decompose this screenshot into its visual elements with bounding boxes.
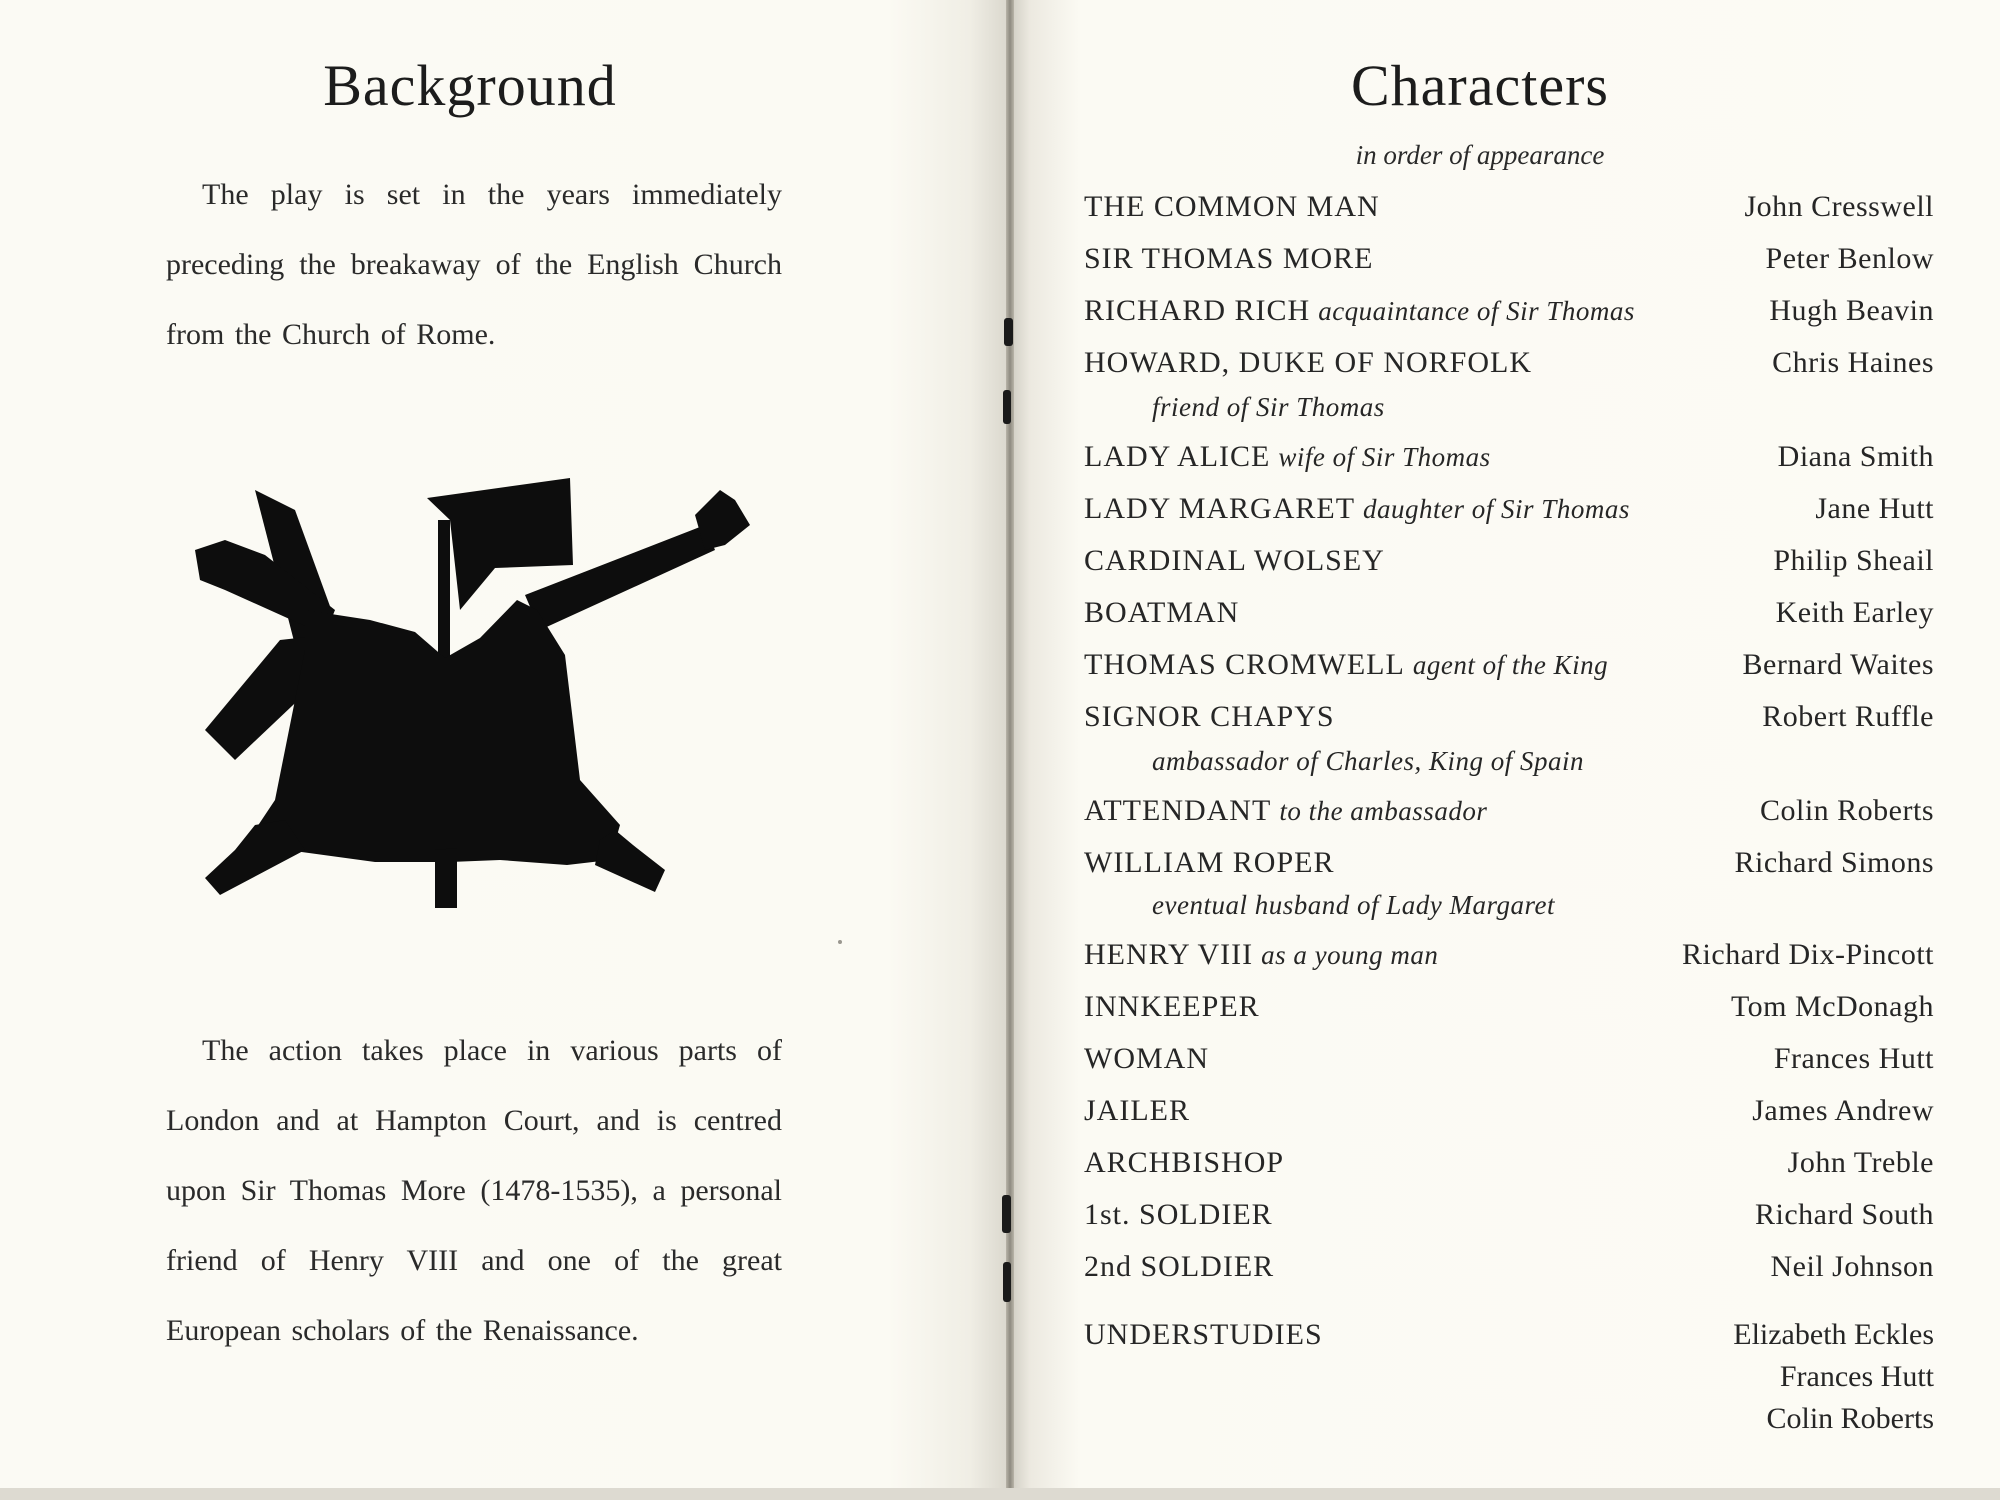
actor-name: Frances Hutt — [1773, 1042, 1934, 1075]
cast-row — [1084, 794, 1934, 834]
cast-row — [1084, 990, 1934, 1030]
role-name: JAILER — [1084, 1094, 1190, 1127]
actor-name: Hugh Beavin — [1769, 294, 1934, 327]
actor-name: Robert Ruffle — [1762, 700, 1934, 733]
understudies-label: UNDERSTUDIES — [1084, 1318, 1323, 1351]
cast-row — [1084, 1146, 1934, 1186]
cast-row — [1084, 846, 1934, 886]
understudy-name: Frances Hutt — [1779, 1360, 1934, 1393]
role-name: BOATMAN — [1084, 596, 1240, 629]
role-description: to the ambassador — [1279, 796, 1488, 826]
role-name: ATTENDANT — [1084, 794, 1272, 827]
actor-name: Colin Roberts — [1759, 794, 1934, 827]
role-name: SIGNOR CHAPYS — [1084, 700, 1335, 733]
role-name: THOMAS CROMWELL — [1084, 648, 1405, 681]
cast-row — [1084, 1094, 1934, 1134]
cast-row — [1084, 938, 1934, 978]
role-name: SIR THOMAS MORE — [1084, 242, 1374, 275]
role-name: HOWARD, DUKE OF NORFOLK — [1084, 346, 1533, 379]
actor-name: John Treble — [1787, 1146, 1934, 1179]
cast-row — [1084, 492, 1934, 532]
role-name: CARDINAL WOLSEY — [1084, 544, 1385, 577]
cast-row — [1084, 1198, 1934, 1238]
actor-name: Philip Sheail — [1773, 544, 1934, 577]
actor-name: Neil Johnson — [1770, 1250, 1934, 1283]
cast-row — [1084, 1042, 1934, 1082]
binding-stitch — [1003, 1262, 1011, 1302]
role-name: HENRY VIII — [1084, 938, 1254, 971]
actor-name: Peter Benlow — [1765, 242, 1934, 275]
actor-name: Bernard Waites — [1742, 648, 1934, 681]
cast-row — [1084, 242, 1934, 282]
cast-row — [1084, 648, 1934, 688]
actor-name: Richard Dix-Pincott — [1682, 938, 1934, 971]
role-description: friend of Sir Thomas — [1152, 392, 1385, 422]
page-bottom-edge — [0, 1488, 2000, 1500]
role-name: INNKEEPER — [1084, 990, 1260, 1023]
cast-row — [1084, 440, 1934, 480]
role-name: ARCHBISHOP — [1084, 1146, 1285, 1179]
cast-row — [1084, 1250, 1934, 1290]
actor-name: John Cresswell — [1744, 190, 1934, 223]
actor-name: Keith Earley — [1775, 596, 1934, 629]
role-name: RICHARD RICH — [1084, 294, 1311, 327]
actor-name: Richard South — [1755, 1198, 1934, 1231]
understudy-name: Colin Roberts — [1766, 1402, 1934, 1435]
role-name: LADY MARGARET — [1084, 492, 1356, 525]
role-name: 2nd SOLDIER — [1084, 1250, 1275, 1283]
role-description: ambassador of Charles, King of Spain — [1152, 746, 1585, 776]
role-name: WILLIAM ROPER — [1084, 846, 1335, 879]
role-name: 1st. SOLDIER — [1084, 1198, 1273, 1231]
setting-paragraph: The play is set in the years immediately preceding the breakaway of the English Church from the Church of Rome. — [166, 178, 782, 351]
cast-row — [1084, 190, 1934, 230]
role-description: as a young man — [1261, 940, 1439, 970]
characters-title: Characters — [1351, 53, 1609, 118]
role-description: agent of the King — [1412, 650, 1609, 680]
role-name: THE COMMON MAN — [1084, 190, 1380, 223]
understudy-name: Elizabeth Eckles — [1733, 1318, 1934, 1351]
paper-speck — [838, 940, 842, 944]
cast-row — [1084, 294, 1934, 334]
cast-row — [1084, 700, 1934, 740]
role-name: LADY ALICE — [1084, 440, 1271, 473]
actor-name: Tom McDonagh — [1730, 990, 1934, 1023]
actor-name: James Andrew — [1752, 1094, 1934, 1127]
binding-stitch — [1003, 390, 1011, 424]
actor-name: Diana Smith — [1777, 440, 1934, 473]
characters-subtitle: in order of appearance — [1355, 140, 1605, 170]
background-title: Background — [323, 53, 617, 118]
action-paragraph: The action takes place in various parts of London and at Hampton Court, and is centred upon Sir Thomas More (1478-1535), a personal friend of Henry VIII and one of the great European scholars of the Renaissance. — [166, 1034, 782, 1347]
cast-row — [1084, 596, 1934, 636]
actor-name: Chris Haines — [1772, 346, 1934, 379]
role-name: WOMAN — [1084, 1042, 1209, 1075]
role-description: acquaintance of Sir Thomas — [1318, 296, 1635, 326]
actor-name: Richard Simons — [1734, 846, 1934, 879]
role-description: wife of Sir Thomas — [1278, 442, 1491, 472]
cast-row — [1084, 346, 1934, 386]
windmill-emblem-icon — [195, 470, 755, 910]
role-description: daughter of Sir Thomas — [1363, 494, 1630, 524]
binding-stitch — [1002, 1195, 1011, 1233]
binding-stitch — [1004, 318, 1013, 346]
actor-name: Jane Hutt — [1815, 492, 1934, 525]
role-description: eventual husband of Lady Margaret — [1152, 890, 1555, 920]
cast-row — [1084, 544, 1934, 584]
